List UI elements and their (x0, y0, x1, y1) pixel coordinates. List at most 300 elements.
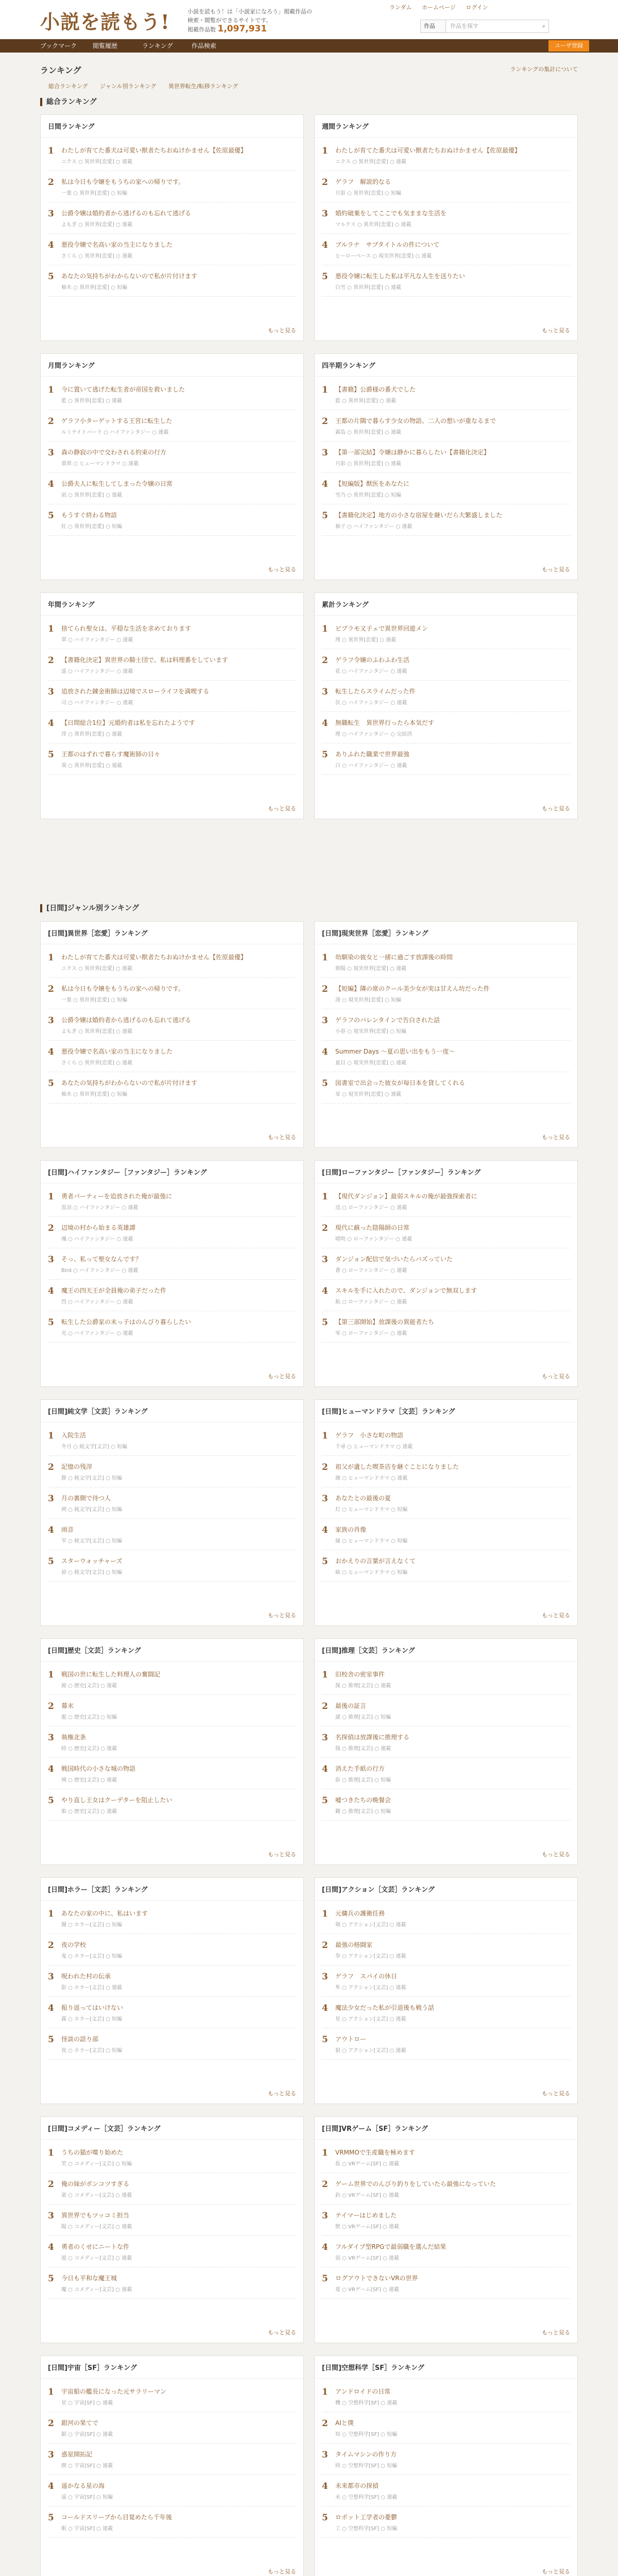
work-meta: ルミナイトバード ○ ハイファンタジー ○ 連載 (61, 430, 169, 435)
more-link[interactable]: もっと見る (542, 2090, 570, 2097)
work-info (335, 1317, 570, 1336)
work-meta: 遥 ○ ハイファンタジー ○ 連載 (61, 669, 133, 674)
more-link[interactable]: もっと見る (268, 1851, 296, 1858)
ranking-item (322, 1311, 570, 1343)
work-meta: 時 ○ 歴史[文芸] ○ 連載 (61, 1746, 117, 1752)
work-title-link[interactable]: ログアウトできないVRの世界 (335, 2275, 418, 2282)
more-link[interactable]: もっと見る (268, 327, 296, 334)
intro-line-2: 検索・閲覧ができるサイトです。 (187, 17, 272, 24)
work-title-link[interactable]: ブルラナ サブタイトルの件について (335, 241, 440, 248)
work-title-link[interactable]: 旧校舎の密室事件 (335, 1671, 385, 1678)
work-info (61, 750, 296, 769)
work-title-link[interactable]: 今に置いて逃げた転生者が帝国を救いました (61, 386, 185, 393)
work-meta: 一葉 ○ 異世界[恋愛] ○ 短編 (61, 997, 127, 1003)
work-title-link[interactable]: あなたの気持ちがわからないので私が片付けます (61, 1079, 198, 1087)
work-meta: 笑 ○ コメディー[文芸] ○ 短編 (61, 2161, 132, 2167)
work-meta: マルクス ○ 異世界[恋愛] ○ 連載 (335, 222, 411, 228)
work-meta: 探 ○ 推理[文芸] ○ 連載 (335, 1746, 391, 1752)
work-title-link[interactable]: ゲラフのバレンタインで告白された話 (335, 1016, 440, 1024)
subnav-genre[interactable]: ジャンル別ランキング (100, 83, 157, 90)
work-meta: 凪 ○ 異世界[恋愛] ○ 連載 (61, 493, 122, 498)
work-title-link[interactable]: 今日も平和な魔王城 (61, 2275, 117, 2282)
work-info (335, 511, 570, 530)
work-title-link[interactable]: うちの猫が喋り始めた (61, 2149, 124, 2156)
work-title-link[interactable]: 【書籍化決定】異世界の騎士団で、私は料理番をしています (61, 656, 228, 664)
ranking-item (48, 712, 296, 743)
more-link[interactable]: もっと見る (542, 327, 570, 334)
work-title-link[interactable]: 魔法少女だった私が引退後も戦う話 (335, 2004, 435, 2011)
work-title-link[interactable]: 婚約破棄をしてここでも気ままな生活を (335, 210, 447, 217)
work-title-link[interactable]: 捨てられ聖女は、平穏な生活を求めております (61, 625, 192, 632)
more-link[interactable]: もっと見る (542, 2568, 570, 2575)
ranking-card-title: 累計ランキング (315, 593, 577, 616)
work-info (335, 146, 570, 165)
ranking-list (315, 1901, 577, 2060)
rank-number: 4 (48, 240, 54, 250)
work-meta: 翡翠 ○ ヒューマンドラマ ○ 連載 (61, 461, 139, 467)
more-link[interactable]: もっと見る (542, 566, 570, 573)
rank-number: 3 (48, 687, 54, 697)
global-nav (0, 39, 618, 53)
work-title-link[interactable]: 戦国時代の小さな城の物語 (61, 1765, 136, 1772)
rank-number: 4 (48, 1047, 54, 1057)
work-title-link[interactable]: 振り返ってはいけない (61, 2004, 124, 2011)
nav-search[interactable]: 作品検索 (192, 42, 217, 49)
work-title-link[interactable]: 【書籍化決定】地方の小さな宿屋を継いだら大繁盛しました (335, 512, 503, 519)
more-link[interactable]: もっと見る (268, 1134, 296, 1141)
work-meta: 霧 ○ ホラー[文芸] ○ 短編 (61, 2016, 122, 2022)
rank-number: 1 (48, 1670, 54, 1680)
work-info (335, 718, 570, 737)
work-info (335, 448, 570, 467)
work-title-link[interactable]: わたしが育てた番犬は可愛い獣者たちおぬけかません【佐原最優】 (61, 147, 247, 154)
work-meta: さくら ○ 異世界[恋愛] ○ 連載 (61, 253, 132, 259)
work-title-link[interactable]: 呪われた村の伝承 (61, 1973, 111, 1980)
ranking-item (322, 1789, 570, 1821)
ranking-item (48, 442, 296, 473)
work-title-link[interactable]: 勇者のくせにニートな件 (61, 2243, 130, 2250)
work-title-link[interactable]: あなたとの最後の夏 (335, 1495, 391, 1502)
rank-number: 5 (322, 2513, 328, 2523)
work-title-link[interactable]: ゲラフ スパイの休日 (335, 1973, 398, 1980)
ranking-item (48, 265, 296, 297)
work-title-link[interactable]: 遥かなる星の海 (61, 2482, 105, 2489)
work-info (335, 1431, 570, 1450)
work-title-link[interactable]: 無職転生 異世界行ったら本気だす (335, 719, 435, 726)
work-meta: 夏目 ○ 現実世界[恋愛] ○ 連載 (335, 1060, 406, 1066)
more-link[interactable]: もっと見る (542, 1373, 570, 1380)
ranking-card-title: [日間]歴史［文芸］ランキング (41, 1639, 303, 1662)
work-title-link[interactable]: 【現代ダンジョン】最弱スキルの俺が最強探索者に (335, 1193, 477, 1200)
work-title-link[interactable]: スターウォッチャーズ (61, 1557, 123, 1565)
work-title-link[interactable]: 執権北条 (61, 1734, 87, 1741)
work-title-link[interactable]: あなたの家の中に、私はいます (61, 1910, 148, 1917)
work-title-link[interactable]: 異世界でもツッコミ担当 (61, 2212, 129, 2219)
search-type-select[interactable]: 作品 (420, 20, 446, 33)
rank-number: 2 (322, 1940, 328, 1951)
ranking-item (48, 473, 296, 504)
work-info (61, 2450, 296, 2469)
rank-number: 3 (322, 687, 328, 697)
work-meta: 夜 ○ ホラー[文芸] ○ 短編 (61, 2048, 122, 2054)
ranking-item (48, 2381, 296, 2412)
ranking-item (322, 379, 570, 410)
more-link[interactable]: もっと見る (268, 2090, 296, 2097)
ranking-item (322, 2028, 570, 2060)
work-info (335, 1286, 570, 1305)
work-meta: 未 ○ 空想科学[SF] ○ 連載 (335, 2495, 398, 2500)
work-title-link[interactable]: AIと僕 (335, 2419, 354, 2427)
work-meta: 拳 ○ アクション[文芸] ○ 連載 (335, 1954, 406, 1959)
work-meta: 柚子 ○ ハイファンタジー ○ 連載 (335, 524, 413, 530)
more-link[interactable]: もっと見る (268, 1612, 296, 1619)
ranking-item (48, 946, 296, 978)
work-meta: 陽 ○ コメディー[文芸] ○ 連載 (61, 2224, 132, 2230)
rank-number: 5 (322, 2035, 328, 2045)
ranking-item (322, 1217, 570, 1248)
work-meta: 栞 ○ 現実世界[恋愛] ○ 連載 (335, 1092, 401, 1097)
work-info (61, 1972, 296, 1991)
ranking-item (322, 2444, 570, 2475)
ranking-card-title: 月間ランキング (41, 354, 303, 377)
ranking-item (322, 1456, 570, 1487)
ranking-item (322, 712, 570, 743)
work-title-link[interactable]: 転生した公爵家の末っ子はのんびり暮らしたい (61, 1318, 192, 1326)
ranking-item (48, 618, 296, 649)
ranking-item (48, 1487, 296, 1519)
work-meta: 翠 ○ ハイファンタジー ○ 連載 (61, 637, 133, 643)
work-meta: よもぎ ○ 異世界[恋愛] ○ 連載 (61, 222, 132, 228)
work-title-link[interactable]: 記憶の残滓 (61, 1463, 93, 1470)
ranking-list (41, 1422, 303, 1582)
ranking-card-title: [日間]現実世界［恋愛］ランキング (315, 922, 577, 944)
work-info (335, 655, 570, 674)
work-title-link[interactable]: アンドロイドの日常 (335, 2388, 391, 2395)
work-title-link[interactable]: 王都の片隅で暮らす少女の物語、二人の想いが重なるまで (335, 417, 496, 425)
work-meta: 紬 ○ ヒューマンドラマ ○ 短編 (335, 1570, 408, 1575)
ranking-item (48, 1217, 296, 1248)
work-title-link[interactable]: テイマーはじめました (335, 2212, 397, 2219)
work-title-link[interactable]: ゲーム世界でのんびり釣りをしていたら最強になっていた (335, 2180, 496, 2188)
ranking-card-title: 日間ランキング (41, 115, 303, 138)
work-info (335, 1670, 570, 1689)
work-title-link[interactable]: 嘘つきたちの晩餐会 (335, 1797, 391, 1804)
more-link[interactable]: もっと見る (542, 805, 570, 812)
work-title-link[interactable]: 幼馴染の彼女と一緒に過ごす放課後の時間 (335, 954, 453, 961)
search-input[interactable] (446, 20, 549, 33)
work-title-link[interactable]: 図書室で出会った彼女が毎日本を貸してくれる (335, 1079, 466, 1087)
ranking-item (48, 2142, 296, 2173)
work-meta: 城 ○ 歴史[文芸] ○ 連載 (61, 1777, 117, 1783)
work-meta: 弱 ○ VRゲーム[SF] ○ 連載 (335, 2256, 399, 2261)
work-title-link[interactable]: ありふれた職業で世界最強 (335, 751, 410, 758)
rank-number: 1 (48, 146, 54, 156)
work-title-link[interactable]: Summer Days ～夏の思い出をもう一度～ (335, 1048, 455, 1055)
ranking-card (314, 2355, 578, 2576)
work-title-link[interactable]: 銀河の果てで (61, 2419, 99, 2427)
rank-number: 1 (322, 2387, 328, 2397)
search-icon[interactable]: ⌕ (542, 23, 545, 29)
work-title-link[interactable]: タイムマシンの作り方 (335, 2451, 397, 2458)
rank-number: 2 (48, 984, 54, 994)
ranking-item (322, 1726, 570, 1758)
work-title-link[interactable]: 公爵令嬢は婚約者から逃げるのも忘れて逃げる (61, 210, 192, 217)
work-title-link[interactable]: 悪役令嬢で名高い家の当主になりました (61, 1048, 173, 1055)
work-title-link[interactable]: 消えた手紙の行方 (335, 1765, 385, 1772)
ranking-item (48, 1248, 296, 1280)
work-meta: 光 ○ ハイファンタジー ○ 連載 (61, 1331, 133, 1336)
ranking-item (48, 1072, 296, 1104)
ranking-item (322, 1997, 570, 2028)
work-info (335, 953, 570, 972)
work-meta: 冬月 ○ 純文学[文芸] ○ 短編 (61, 1444, 127, 1450)
work-title-link[interactable]: 夜の学校 (61, 1941, 87, 1948)
work-title-link[interactable]: 現代に蘇った陰陽師の日常 (335, 1224, 410, 1231)
work-title-link[interactable]: 王都のはずれで暮らす魔術師の日々 (61, 751, 161, 758)
work-title-link[interactable]: 私は今日も令嬢をもうちの家への帰りです。 (61, 985, 185, 992)
more-link[interactable]: もっと見る (268, 566, 296, 573)
work-title-link[interactable]: 名探偵は放課後に推理する (335, 1734, 410, 1741)
page-header (0, 53, 618, 88)
work-title-link[interactable]: 【第三部開始】放課後の異能者たち (335, 1318, 435, 1326)
ranking-item (322, 1009, 570, 1041)
work-meta: 銀 ○ 宇宙[SF] ○ 連載 (61, 2432, 113, 2437)
work-title-link[interactable]: 祖父が遺した喫茶店を継ぐことになりました (335, 1463, 459, 1470)
work-title-link[interactable]: 追放された錬金術師は辺境でスローライフを満喫する (61, 688, 210, 695)
work-info (61, 1940, 296, 1959)
work-title-link[interactable]: 怪談の語り部 (61, 2036, 99, 2043)
work-title-link[interactable]: 雨音 (61, 1526, 74, 1533)
work-title-link[interactable]: 勇者パーティーを追放された俺が最強に (61, 1193, 173, 1200)
work-title-link[interactable]: わたしが育てた番犬は可愛い獣者たちおぬけかません【佐原最優】 (335, 147, 521, 154)
work-info (335, 1047, 570, 1066)
work-title-link[interactable]: ビブラモ又子ェで異世界回遊メン (335, 625, 428, 632)
work-title-link[interactable]: 俺の妹がポンコツすぎる (61, 2180, 130, 2188)
rank-number: 3 (48, 2211, 54, 2221)
work-title-link[interactable]: 魔王の四天王が全員俺の弟子だった件 (61, 1287, 167, 1294)
work-meta: 月影 ○ 異世界[恋愛] ○ 連載 (335, 461, 401, 467)
ranking-item (322, 442, 570, 473)
work-meta: 剣 ○ アクション[文芸] ○ 連載 (335, 1922, 406, 1928)
ranking-item (48, 1185, 296, 1217)
work-meta: 澪 ○ 異世界[恋愛] ○ 連載 (61, 732, 122, 737)
rank-number: 4 (48, 1286, 54, 1296)
ranking-list (315, 2140, 577, 2299)
rank-number: 2 (322, 2418, 328, 2429)
top-link-home[interactable]: ホームページ (422, 4, 456, 11)
work-title-link[interactable]: 家族の肖像 (335, 1526, 367, 1533)
work-info (61, 2148, 296, 2167)
work-meta: 楽 ○ コメディー[文芸] ○ 連載 (61, 2193, 132, 2198)
work-info (335, 1701, 570, 1720)
work-title-link[interactable]: ダンジョン配信で気づいたらバズっていた (335, 1256, 453, 1263)
work-meta: 朔 ○ 純文学[文芸] ○ 短編 (61, 1507, 122, 1513)
ranking-subnav (48, 82, 248, 90)
work-title-link[interactable]: 【短編版】獣医をあなたに (335, 480, 410, 487)
more-link[interactable]: もっと見る (542, 2329, 570, 2336)
ranking-item (48, 1934, 296, 1965)
work-title-link[interactable]: 最後の証言 (335, 1702, 367, 1709)
work-meta: 柚木 ○ 異世界[恋愛] ○ 短編 (61, 1092, 127, 1097)
work-info (61, 2211, 296, 2230)
more-link[interactable]: もっと見る (268, 805, 296, 812)
work-title-link[interactable]: ゲラフ小ターゲットする王宮に転生した (61, 417, 173, 425)
ranking-item (48, 2205, 296, 2236)
work-title-link[interactable]: 公爵令嬢は婚約者から逃げるのも忘れて逃げる (61, 1016, 192, 1024)
work-title-link[interactable]: 幕末 (61, 1702, 74, 1709)
work-meta: 伏 ○ ハイファンタジー ○ 連載 (335, 700, 407, 706)
work-info (61, 953, 296, 972)
rank-number: 2 (48, 1223, 54, 1233)
work-title-link[interactable]: わたしが育てた番犬は可愛い獣者たちおぬけかません【佐原最優】 (61, 954, 247, 961)
top-link-login[interactable]: ログイン (466, 4, 488, 11)
work-title-link[interactable]: ゲラフ令嬢のふわふわ生活 (335, 656, 410, 664)
ranking-item (48, 1695, 296, 1726)
work-title-link[interactable]: コールドスリープから目覚めたら千年後 (61, 2514, 173, 2521)
work-title-link[interactable]: 森の静寂の中で交わされる約束の行方 (61, 449, 167, 456)
ranking-item (322, 504, 570, 536)
work-info (335, 1972, 570, 1991)
nav-ranking[interactable]: ランキング (142, 42, 173, 49)
work-meta: 雫 ○ 純文学[文芸] ○ 短編 (61, 1538, 122, 1544)
work-title-link[interactable]: 転生したらスライムだった件 (335, 688, 416, 695)
rank-number: 3 (322, 2450, 328, 2460)
work-title-link[interactable]: フルダイブ型RPGで最弱職を選んだ結果 (335, 2243, 447, 2250)
more-link[interactable]: もっと見る (542, 1612, 570, 1619)
work-info (61, 146, 296, 165)
ranking-item (48, 2506, 296, 2538)
rank-number: 2 (48, 1701, 54, 1711)
top-link-random[interactable]: ランダム (389, 4, 412, 11)
work-meta: よもぎ ○ 異世界[恋愛] ○ 連載 (61, 1029, 132, 1035)
work-title-link[interactable]: VRMMOで生産職を極めます (335, 2149, 415, 2156)
work-meta: 藍 ○ 異世界[恋愛] ○ 連載 (335, 398, 396, 404)
subnav-overall[interactable]: 総合ランキング (48, 83, 88, 90)
work-info (61, 718, 296, 737)
work-info (61, 1733, 296, 1752)
rank-number: 1 (48, 2387, 54, 2397)
ranking-item (48, 1519, 296, 1550)
work-title-link[interactable]: スキルを手に入れたので、ダンジョンで無双します (335, 1287, 477, 1294)
ranking-card (314, 114, 578, 341)
rank-number: 5 (322, 2274, 328, 2284)
work-title-link[interactable]: おかえりの言葉が言えなくて (335, 1557, 416, 1565)
ranking-about-link[interactable]: ランキングの集計について (510, 66, 578, 73)
work-title-link[interactable]: 月の裏側で待つ人 (61, 1495, 111, 1502)
ranking-item (322, 2506, 570, 2538)
more-link[interactable]: もっと見る (268, 1373, 296, 1380)
rank-number: 5 (48, 1317, 54, 1328)
rank-number: 4 (322, 240, 328, 250)
work-info (335, 2274, 570, 2293)
more-link[interactable]: もっと見る (268, 2568, 296, 2575)
search-placeholder: 作品を探す (450, 23, 478, 29)
work-meta: 理 ○ ハイファンタジー ○ 完結済 (335, 732, 413, 737)
work-title-link[interactable]: 惑星開拓記 (61, 2451, 93, 2458)
work-meta: 烈 ○ ハイファンタジー ○ 連載 (61, 1299, 133, 1305)
work-title-link[interactable]: 公爵夫人に転生してしまった令嬢の日常 (61, 480, 173, 487)
rank-number: 1 (322, 146, 328, 156)
work-title-link[interactable]: 未来都市の探偵 (335, 2482, 379, 2489)
rank-number: 3 (48, 1972, 54, 1982)
work-info (335, 2387, 570, 2406)
work-title-link[interactable]: 【日間総合1位】元婚約者は私を忘れたようです (61, 719, 195, 726)
work-title-link[interactable]: 悪役令嬢で名高い家の当主になりました (61, 241, 173, 248)
work-title-link[interactable]: ゲラフ 解説的なる (335, 178, 391, 185)
work-title-link[interactable]: 宇宙船の艦長になった元サラリーマン (61, 2388, 167, 2395)
ranking-list (315, 1183, 577, 1343)
work-title-link[interactable]: そっ、私って聖女なんです？ (61, 1256, 142, 1263)
work-info (61, 2387, 296, 2406)
ranking-item (322, 2236, 570, 2267)
work-info (61, 1462, 296, 1481)
rank-number: 5 (48, 2274, 54, 2284)
ranking-item (48, 2412, 296, 2444)
work-title-link[interactable]: 入院生活 (61, 1432, 87, 1439)
work-title-link[interactable]: 辺境の村から始まる英雄譚 (61, 1224, 136, 1231)
work-title-link[interactable]: ロボット工学者の憂鬱 (335, 2514, 398, 2521)
rank-number: 1 (322, 1909, 328, 1919)
work-meta: 花 ○ ハイファンタジー ○ 連載 (335, 669, 407, 674)
work-info (335, 1764, 570, 1783)
work-title-link[interactable]: 最強の格闘家 (335, 1941, 373, 1948)
work-title-link[interactable]: 戦国の世に転生した料理人の奮闘記 (61, 1671, 161, 1678)
site-logo[interactable]: 小説を読もう! (40, 10, 170, 33)
subnav-isekai[interactable]: 異世界転生/転移ランキング (168, 83, 238, 90)
work-title-link[interactable]: 元傭兵の護衛任務 (335, 1910, 385, 1917)
work-title-link[interactable]: 【短編】隣の席のクール美少女が実は甘えん坊だった件 (335, 985, 490, 992)
nav-history[interactable]: 閲覧履歴 (93, 42, 118, 49)
work-info (61, 1556, 296, 1575)
more-link[interactable]: もっと見る (542, 1851, 570, 1858)
page-title: ランキング (40, 65, 81, 75)
work-title-link[interactable]: 【第一部完結】令嬢は静かに暮らしたい【書籍化決定】 (335, 449, 490, 456)
rank-number: 5 (322, 272, 328, 282)
ranking-list (315, 944, 577, 1104)
ranking-item (48, 1965, 296, 1997)
work-info (335, 2513, 570, 2532)
work-title-link[interactable]: 私は今日も令嬢をもうちの家への帰りです。 (61, 178, 185, 185)
ranking-item (322, 2475, 570, 2506)
work-info (61, 1525, 296, 1544)
work-meta: 縁 ○ ヒューマンドラマ ○ 短編 (335, 1538, 408, 1544)
work-meta: 機 ○ 空想科学[SF] ○ 連載 (335, 2400, 398, 2406)
rank-number: 4 (322, 2481, 328, 2492)
ranking-list (41, 1901, 303, 2060)
work-info (61, 2003, 296, 2022)
work-title-link[interactable]: 【書籍】公爵様の番犬でした (335, 386, 416, 393)
work-title-link[interactable]: やり直し王女はクーデターを阻止したい (61, 1797, 173, 1804)
more-link[interactable]: もっと見る (268, 2329, 296, 2336)
ranking-card (314, 1877, 578, 2104)
ranking-card (314, 2116, 578, 2343)
work-title-link[interactable]: あなたの気持ちがわからないので私が片付けます (61, 273, 198, 280)
search-bar (420, 20, 549, 33)
work-title-link[interactable]: ゲラフ 小さな町の物語 (335, 1432, 404, 1439)
ranking-item (322, 1041, 570, 1072)
work-info (335, 1556, 570, 1575)
ranking-item (48, 234, 296, 265)
nav-bookmark[interactable]: ブックマーク (40, 42, 77, 49)
rank-number: 3 (48, 1733, 54, 1743)
work-title-link[interactable]: 悪役令嬢に転生した私は平凡な人生を送りたい (335, 273, 466, 280)
user-register-button[interactable]: ユーザ登録 (548, 40, 589, 52)
work-title-link[interactable]: もうすぐ終わる物語 (61, 512, 117, 519)
work-title-link[interactable]: アウトロー (335, 2036, 367, 2043)
ranking-item (48, 202, 296, 234)
ranking-card (40, 2116, 304, 2343)
more-link[interactable]: もっと見る (542, 1134, 570, 1141)
